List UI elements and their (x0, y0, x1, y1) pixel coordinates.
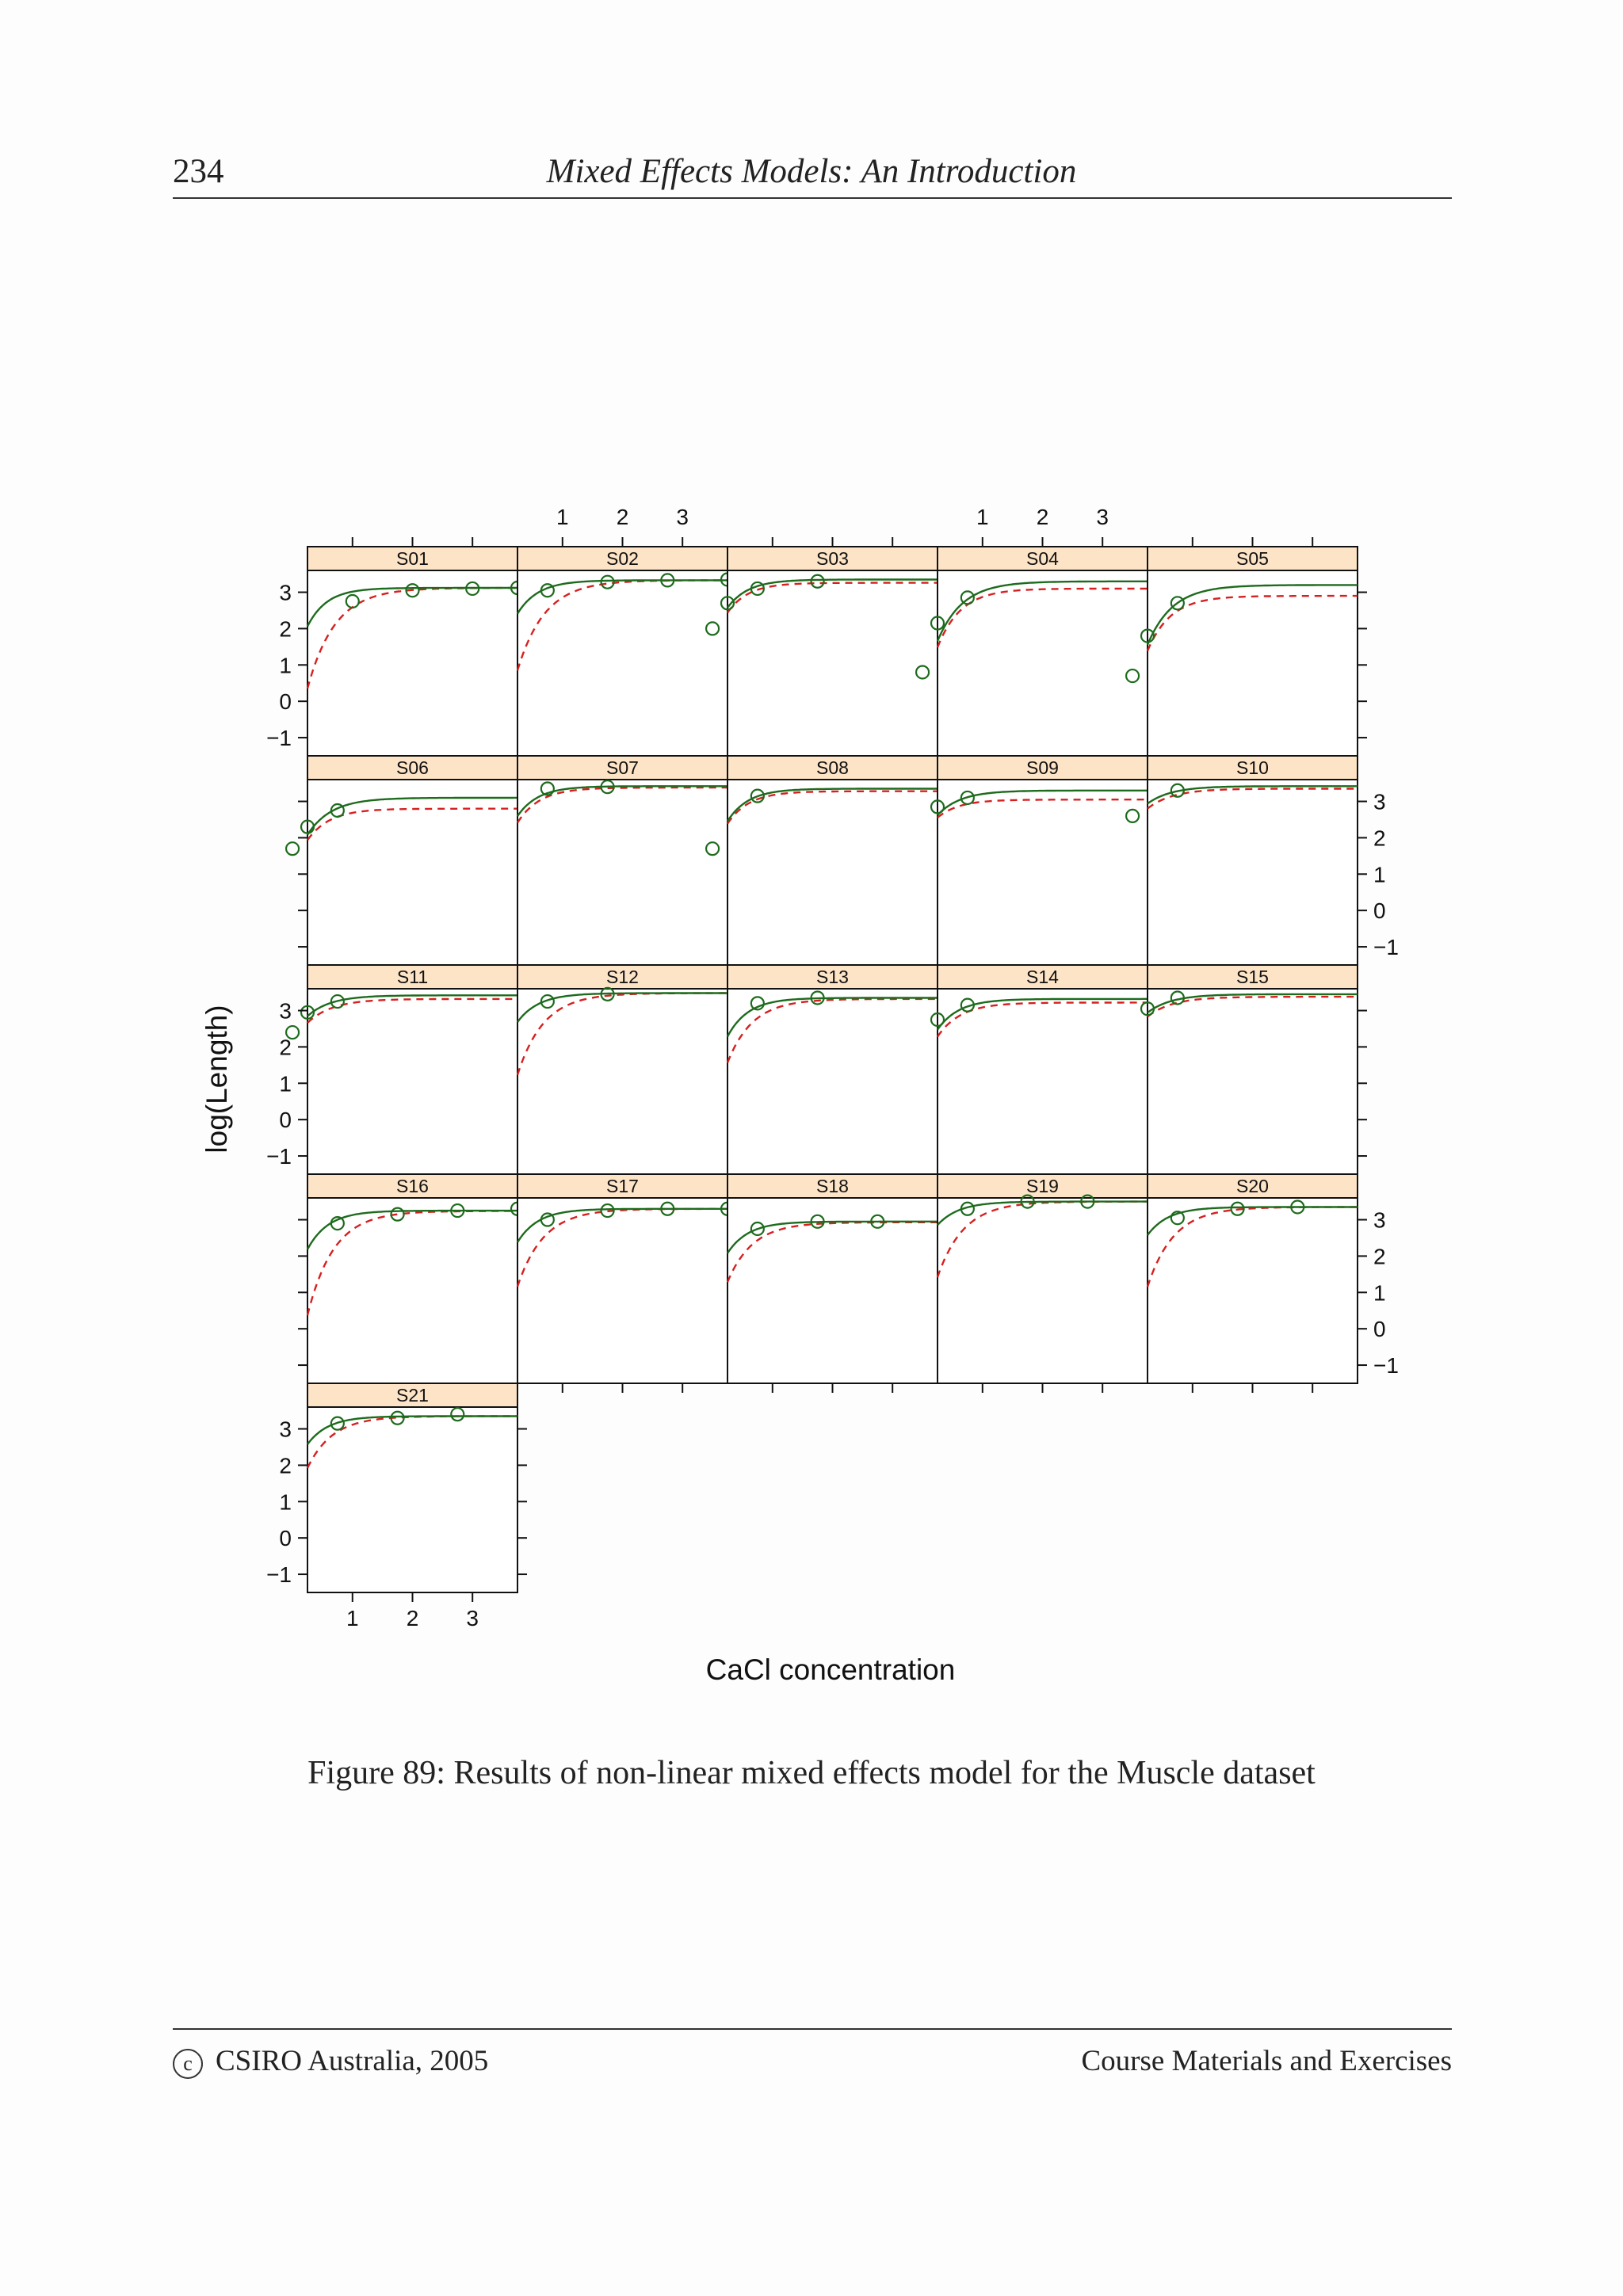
y-tick-label: −1 (266, 1562, 292, 1588)
panel-frame (307, 989, 517, 1174)
footer-left-text: CSIRO Australia, 2005 (216, 2045, 489, 2077)
x-tick-label: 1 (556, 505, 569, 529)
panel-frame (727, 780, 938, 965)
copyright-symbol: c (173, 2049, 203, 2079)
panel-frame (938, 1198, 1148, 1383)
y-tick-label: 1 (279, 1489, 292, 1515)
y-tick-label: 3 (1373, 789, 1386, 814)
panel-frame (517, 570, 727, 756)
x-tick-label: 2 (616, 505, 629, 529)
figure-caption: Figure 89: Results of non-linear mixed effects model for the Muscle dataset (307, 1755, 1316, 1791)
panel-frame (1148, 780, 1358, 965)
y-tick-label: 3 (279, 580, 292, 605)
panel-strip-label: S07 (606, 757, 639, 778)
y-tick-label: 2 (1373, 826, 1386, 851)
y-tick-label: −1 (266, 726, 292, 751)
panel-strip-label: S12 (606, 967, 639, 987)
y-tick-label: 1 (279, 653, 292, 678)
panel-strip-label: S18 (816, 1176, 849, 1196)
y-tick-label: −1 (1373, 1353, 1399, 1379)
panel-strip-label: S19 (1026, 1176, 1059, 1196)
running-title: Mixed Effects Models: An Introduction (546, 153, 1077, 190)
panel-strip-label: S03 (816, 548, 849, 569)
x-tick-label: 1 (976, 505, 989, 529)
y-tick-label: 0 (1373, 898, 1386, 924)
y-tick-label: −1 (1373, 935, 1399, 960)
panel-strip-label: S08 (816, 757, 849, 778)
y-tick-label: −1 (266, 1144, 292, 1169)
y-tick-label: 2 (279, 1035, 292, 1060)
panel-strip-label: S16 (396, 1176, 429, 1196)
panel-strip-label: S02 (606, 548, 639, 569)
panel-frame (1148, 989, 1358, 1174)
panel-strip-label: S21 (396, 1385, 429, 1405)
panel-strip-label: S14 (1026, 967, 1059, 987)
panel-strip-label: S13 (816, 967, 849, 987)
panel-frame (1148, 570, 1358, 756)
y-tick-label: 1 (1373, 862, 1386, 887)
y-tick-label: 3 (279, 998, 292, 1024)
panel-strip-label: S06 (396, 757, 429, 778)
panel-frame (938, 780, 1148, 965)
x-tick-label: 2 (1036, 505, 1049, 529)
y-tick-label: 1 (1373, 1280, 1386, 1306)
panel-frame (1148, 1198, 1358, 1383)
y-tick-label: 0 (279, 1108, 292, 1133)
footer-left (173, 2044, 488, 2079)
y-tick-label: 0 (279, 689, 292, 715)
panel-frame (517, 780, 727, 965)
y-tick-label: 2 (279, 616, 292, 642)
panel-frame (727, 1198, 938, 1383)
x-tick-label: 2 (406, 1606, 419, 1630)
footer-rule (173, 2028, 1452, 2030)
y-tick-label: 0 (1373, 1317, 1386, 1342)
panel-strip-label: S04 (1026, 548, 1059, 569)
x-tick-label: 1 (346, 1606, 359, 1630)
panel-strip-label: S09 (1026, 757, 1059, 778)
y-tick-label: 1 (279, 1071, 292, 1097)
panel-strip-label: S17 (606, 1176, 639, 1196)
panel-strip-label: S01 (396, 548, 429, 569)
panel-frame (727, 570, 938, 756)
panel-strip-label: S15 (1236, 967, 1269, 987)
x-tick-label: 3 (1096, 505, 1109, 529)
panel-frame (307, 570, 517, 756)
panel-frame (307, 1198, 517, 1383)
panel-frame (938, 989, 1148, 1174)
x-tick-label: 3 (466, 1606, 479, 1630)
y-tick-label: 2 (1373, 1244, 1386, 1269)
y-axis-title: log(Length) (200, 1005, 233, 1154)
y-tick-label: 3 (1373, 1207, 1386, 1233)
page-number: 234 (173, 153, 224, 190)
data-point (286, 842, 299, 855)
x-axis-title: CaCl concentration (705, 1653, 956, 1686)
panel-frame (307, 1407, 517, 1592)
y-tick-label: 3 (279, 1417, 292, 1442)
panel-strip-label: S20 (1236, 1176, 1269, 1196)
y-tick-label: 0 (279, 1526, 292, 1551)
panel-strip-label: S11 (396, 967, 429, 987)
panel-strip-label: S05 (1236, 548, 1269, 569)
footer-right: Course Materials and Exercises (1081, 2045, 1452, 2077)
x-tick-label: 3 (676, 505, 689, 529)
panel-strip-label: S10 (1236, 757, 1269, 778)
y-tick-label: 2 (279, 1453, 292, 1478)
